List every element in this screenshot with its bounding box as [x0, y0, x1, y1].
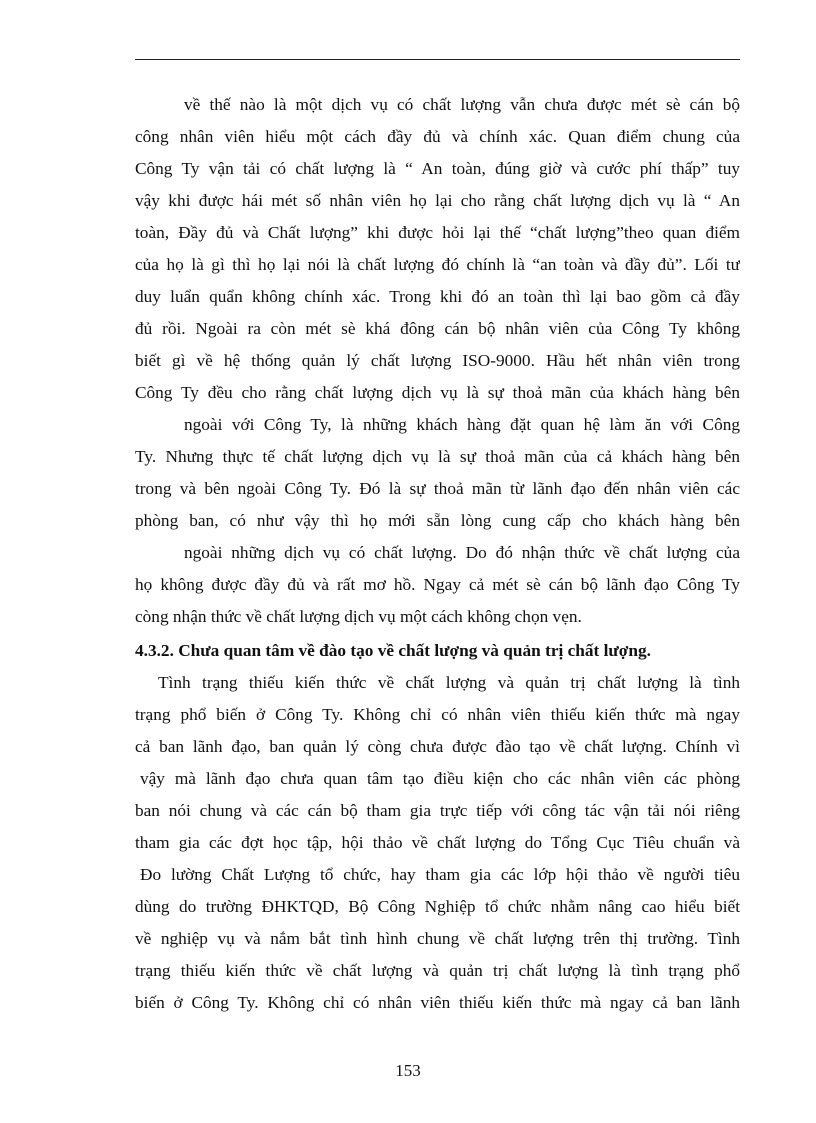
text-line: trạng thiếu kiến thức về chất lượng và quản trị chất lượng là tình trạng phổ — [135, 961, 740, 980]
text-line: biết gì về hệ thống quản lý chất lượng ISO-9000. Hầu hết nhân viên trong — [135, 351, 740, 370]
text-line: tham gia các đợt học tập, hội thảo về chất lượng do Tổng Cục Tiêu chuẩn và — [135, 833, 740, 852]
text-line: ngoài với Công Ty, là những khách hàng đặt quan hệ làm ăn với Công — [184, 415, 740, 434]
text-line: trong và bên ngoài Công Ty. Đó là sự thoả mãn từ lãnh đạo đến nhân viên các — [135, 479, 740, 498]
text-line: vậy mà lãnh đạo chưa quan tâm tạo điều kiện cho các nhân viên các phòng — [140, 769, 740, 788]
text-line: biến ở Công Ty. Không chỉ có nhân viên thiếu kiến thức mà ngay cả ban lãnh — [135, 993, 740, 1012]
text-line: Tình trạng thiếu kiến thức về chất lượng và quản trị chất lượng là tình — [158, 673, 740, 692]
text-line: về thế nào là một dịch vụ có chất lượng vẫn chưa được mét sè cán bộ — [184, 95, 740, 114]
text-line: Công Ty vận tải có chất lượng là “ An toàn, đúng giờ và cước phí thấp” tuy — [135, 159, 740, 178]
text-line: phòng ban, có như vậy thì họ mới sẵn lòng cung cấp cho khách hàng bên — [135, 511, 740, 530]
page-number: 153 — [395, 1061, 421, 1080]
text-line: cả ban lãnh đạo, ban quản lý còng chưa được đào tạo về chất lượng. Chính vì — [135, 737, 740, 756]
text-line: vậy khi được hái mét số nhân viên họ lại cho rằng chất lượng dịch vụ là “ An — [135, 191, 740, 210]
section-heading: 4.3.2. Chưa quan tâm về đào tạo về chất lượng và quản trị chất lượng. — [135, 641, 651, 660]
text-line: toàn, Đầy đủ và Chất lượng” khi được hỏi lại thế “chất lượng”theo quan điểm — [135, 223, 740, 242]
text-line: trạng phổ biến ở Công Ty. Không chỉ có nhân viên thiếu kiến thức mà ngay — [135, 705, 740, 724]
text-line: công nhân viên hiểu một cách đầy đủ và chính xác. Quan điểm chung của — [135, 127, 740, 146]
text-line: họ không được đầy đủ và rất mơ hồ. Ngay cả mét sè cán bộ lãnh đạo Công Ty — [135, 575, 740, 594]
text-line: Ty. Nhưng thực tế chất lượng dịch vụ là sự thoả mãn của cả khách hàng bên — [135, 447, 740, 466]
text-line: về nghiệp vụ và nắm bắt tình hình chung về chất lượng trên thị trường. Tình — [135, 929, 740, 948]
text-line: duy luẩn quẩn không chính xác. Trong khi đó an toàn thì lại bao gồm cả đầy — [135, 287, 740, 306]
text-line: còng nhận thức về chất lượng dịch vụ một cách không chọn vẹn. — [135, 607, 582, 626]
text-line: ban nói chung và các cán bộ tham gia trực tiếp với công tác vận tải nói riêng — [135, 801, 740, 820]
text-line: ngoài những dịch vụ có chất lượng. Do đó nhận thức về chất lượng của — [184, 543, 740, 562]
text-line: của họ là gì thì họ lại nói là chất lượng đó chính là “an toàn và đầy đủ”. Lối tư — [135, 255, 740, 274]
text-line: đủ rồi. Ngoài ra còn mét sè khá đông cán bộ nhân viên của Công Ty không — [135, 319, 740, 338]
text-line: Đo lường Chất Lượng tổ chức, hay tham gia các lớp hội thảo về người tiêu — [140, 865, 740, 884]
text-line: Công Ty đều cho rằng chất lượng dịch vụ là sự thoả mãn của khách hàng bên — [135, 383, 740, 402]
text-line: dùng do trường ĐHKTQD, Bộ Công Nghiệp tổ chức nhằm nâng cao hiểu biết — [135, 897, 740, 916]
